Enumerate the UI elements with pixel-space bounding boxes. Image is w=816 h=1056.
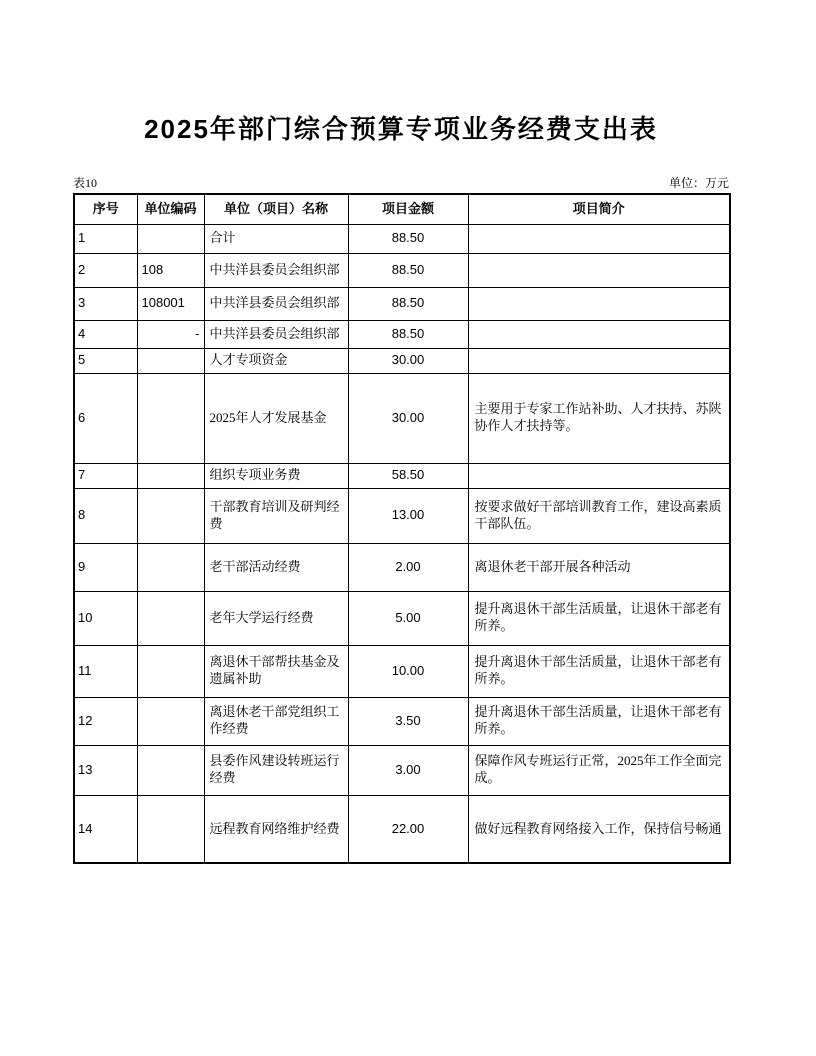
document-content <box>73 0 729 864</box>
cell-name: 中共洋县委员会组织部 <box>204 287 348 320</box>
table-row <box>74 543 730 591</box>
cell-name: 2025年人才发展基金 <box>204 373 348 463</box>
cell-seq: 5 <box>74 348 137 373</box>
header-amount: 项目金额 <box>348 194 468 224</box>
cell-amount: 22.00 <box>348 795 468 863</box>
cell-desc: 提升离退休干部生活质量，让退休干部老有所养。 <box>468 697 730 745</box>
cell-amount: 30.00 <box>348 348 468 373</box>
header-seq: 序号 <box>74 194 137 224</box>
cell-code <box>137 224 204 253</box>
cell-desc: 主要用于专家工作站补助、人才扶持、苏陕协作人才扶持等。 <box>468 373 730 463</box>
cell-code <box>137 488 204 543</box>
table-row <box>74 745 730 795</box>
cell-seq: 6 <box>74 373 137 463</box>
table-row <box>74 253 730 287</box>
cell-seq: 4 <box>74 320 137 348</box>
cell-desc <box>468 224 730 253</box>
table-header-row <box>74 194 730 224</box>
unit-label: 单位：万元 <box>668 176 729 191</box>
cell-desc: 离退休老干部开展各种活动 <box>468 543 730 591</box>
cell-amount: 3.00 <box>348 745 468 795</box>
cell-code <box>137 697 204 745</box>
cell-seq: 2 <box>74 253 137 287</box>
cell-seq: 3 <box>74 287 137 320</box>
table-row <box>74 224 730 253</box>
cell-code <box>137 373 204 463</box>
cell-desc <box>468 253 730 287</box>
table-number-label: 表10 <box>73 176 98 191</box>
cell-amount: 13.00 <box>348 488 468 543</box>
cell-desc <box>468 463 730 488</box>
cell-name: 干部教育培训及研判经费 <box>204 488 348 543</box>
table-row <box>74 697 730 745</box>
cell-name: 离退休老干部党组织工作经费 <box>204 697 348 745</box>
header-desc: 项目简介 <box>468 194 730 224</box>
cell-name: 远程教育网络维护经费 <box>204 795 348 863</box>
table-row <box>74 591 730 645</box>
table-row <box>74 287 730 320</box>
table-row <box>74 373 730 463</box>
cell-name: 中共洋县委员会组织部 <box>204 253 348 287</box>
cell-seq: 7 <box>74 463 137 488</box>
table-row <box>74 645 730 697</box>
header-name: 单位（项目）名称 <box>204 194 348 224</box>
cell-code <box>137 795 204 863</box>
cell-desc: 按要求做好干部培训教育工作，建设高素质干部队伍。 <box>468 488 730 543</box>
cell-amount: 5.00 <box>348 591 468 645</box>
cell-desc: 做好远程教育网络接入工作，保持信号畅通 <box>468 795 730 863</box>
cell-name: 老干部活动经费 <box>204 543 348 591</box>
budget-table <box>73 193 731 864</box>
cell-amount: 88.50 <box>348 224 468 253</box>
cell-name: 老年大学运行经费 <box>204 591 348 645</box>
cell-code: 108001 <box>137 287 204 320</box>
document-title: 2025年部门综合预算专项业务经费支出表 <box>144 114 658 144</box>
cell-amount: 2.00 <box>348 543 468 591</box>
cell-amount: 3.50 <box>348 697 468 745</box>
cell-desc: 保障作风专班运行正常，2025年工作全面完成。 <box>468 745 730 795</box>
cell-amount: 88.50 <box>348 287 468 320</box>
cell-seq: 13 <box>74 745 137 795</box>
cell-code: 108 <box>137 253 204 287</box>
cell-seq: 9 <box>74 543 137 591</box>
cell-code <box>137 543 204 591</box>
cell-amount: 30.00 <box>348 373 468 463</box>
cell-code <box>137 745 204 795</box>
cell-name: 县委作风建设转班运行经费 <box>204 745 348 795</box>
cell-amount: 58.50 <box>348 463 468 488</box>
table-caption-row <box>73 177 729 190</box>
table-row <box>74 463 730 488</box>
cell-name: 中共洋县委员会组织部 <box>204 320 348 348</box>
cell-desc: 提升离退休干部生活质量，让退休干部老有所养。 <box>468 645 730 697</box>
table-row <box>74 488 730 543</box>
cell-seq: 11 <box>74 645 137 697</box>
cell-amount: 88.50 <box>348 253 468 287</box>
cell-name: 组织专项业务费 <box>204 463 348 488</box>
header-code: 单位编码 <box>137 194 204 224</box>
cell-amount: 10.00 <box>348 645 468 697</box>
cell-seq: 8 <box>74 488 137 543</box>
cell-code <box>137 591 204 645</box>
cell-code <box>137 645 204 697</box>
cell-code <box>137 348 204 373</box>
cell-desc <box>468 320 730 348</box>
cell-name: 合计 <box>204 224 348 253</box>
table-row <box>74 795 730 863</box>
cell-amount: 88.50 <box>348 320 468 348</box>
cell-desc <box>468 287 730 320</box>
cell-code: - <box>137 320 204 348</box>
cell-name: 离退休干部帮扶基金及遗属补助 <box>204 645 348 697</box>
table-row <box>74 348 730 373</box>
cell-seq: 10 <box>74 591 137 645</box>
cell-name: 人才专项资金 <box>204 348 348 373</box>
table-row <box>74 320 730 348</box>
cell-seq: 1 <box>74 224 137 253</box>
cell-seq: 14 <box>74 795 137 863</box>
cell-desc: 提升离退休干部生活质量，让退休干部老有所养。 <box>468 591 730 645</box>
cell-desc <box>468 348 730 373</box>
cell-code <box>137 463 204 488</box>
cell-seq: 12 <box>74 697 137 745</box>
